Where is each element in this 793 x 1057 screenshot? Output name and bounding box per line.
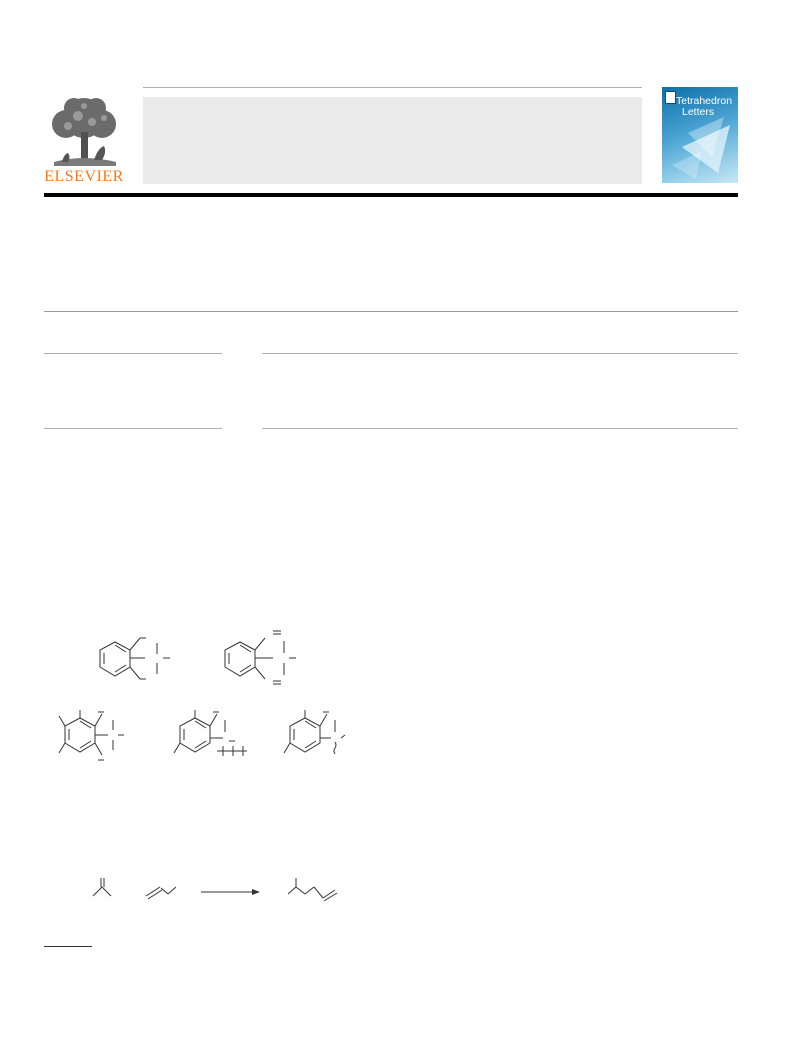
abstract-bottom-rule [262,428,738,429]
publisher-name: ELSEVIER [44,168,124,185]
cover-title-line2: Letters [682,106,715,118]
aryl-compound-2 [225,631,296,684]
structures-figure [40,615,370,785]
elsevier-logo [44,96,124,168]
journal-cover [662,87,738,183]
coupled-alkene [288,878,337,901]
reaction-scheme [80,870,350,910]
arrow-head-icon [252,889,260,895]
header-rule [44,193,738,197]
abstract-top-rule [262,353,738,354]
alkene-a [93,878,111,896]
mesityl-compound-4 [174,710,247,756]
tree-icon [44,96,124,168]
mesityl-compound-3 [59,710,124,760]
title-separator [44,311,738,312]
cover-title-line1: Tetrahedron [676,95,733,107]
footnote-rule [44,946,92,947]
cover-graphic [662,87,738,183]
aryl-compound-1 [100,638,170,679]
article-info-top-rule [44,353,222,354]
top-rule [143,87,642,88]
alkene-b [146,887,176,899]
mesityl-compound-5 [284,710,345,754]
article-info-bottom-rule [44,428,222,429]
journal-banner [143,97,642,184]
